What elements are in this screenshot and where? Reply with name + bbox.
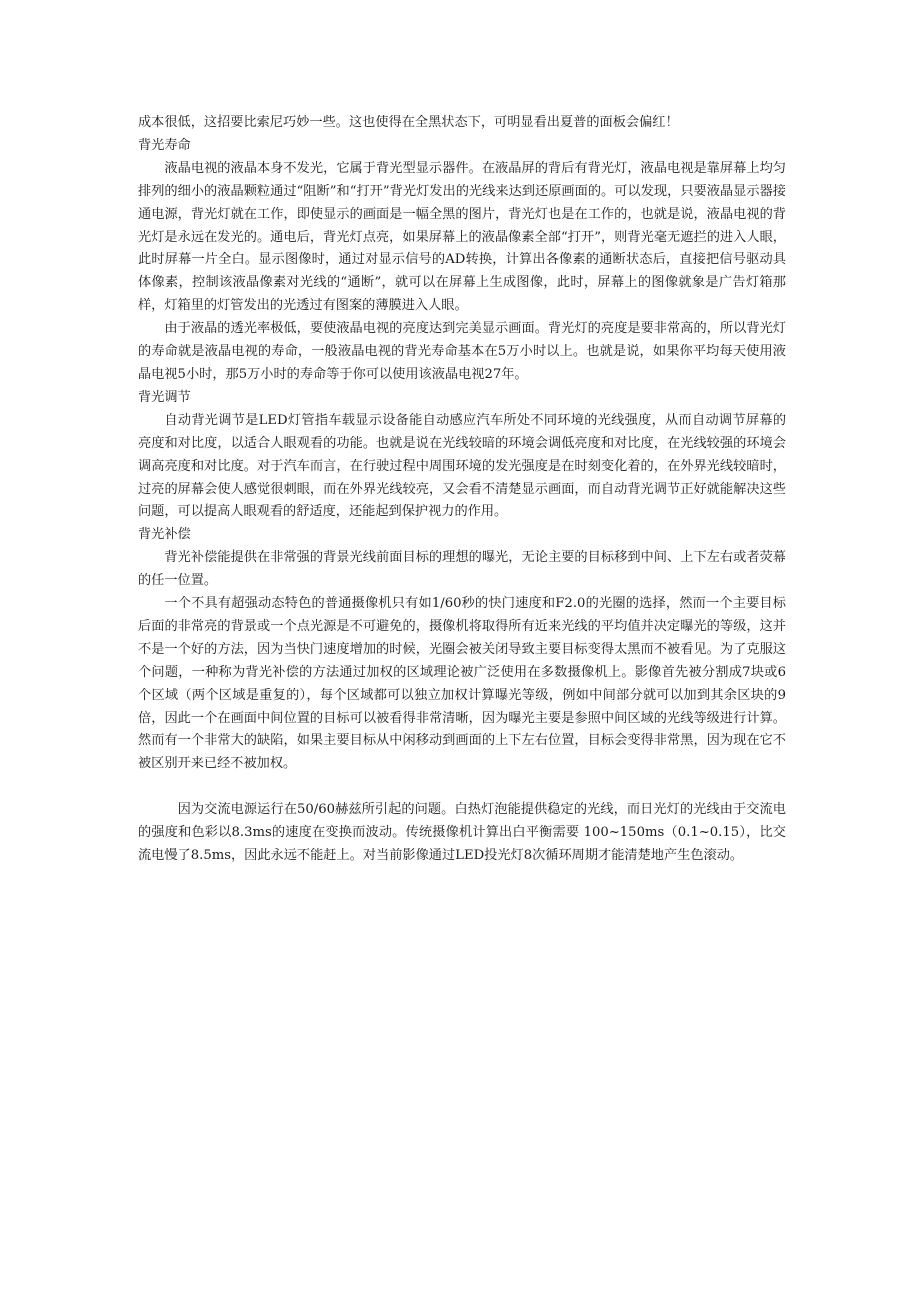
heading-backlight-adjustment: 背光调节 (138, 389, 191, 405)
paragraph-ac-flicker: 因为交流电源运行在50/60赫兹所引起的问题。白热灯泡能提供稳定的光线，而日光灯的光线由于交流电的强度和色彩以8.3ms的速度在变换而波动。传统摄像机计算出白平衡需要 100~150ms（0.1~0.15），比交流电慢了8.5ms，因此永远不能赶上。对当前影像通过LED投光灯8次循环周期才能清楚地产生色滚动。 (138, 802, 786, 863)
blank-line (138, 776, 786, 799)
paragraph-compensation-1: 背光补偿能提供在非常强的背景光线前面目标的理想的曝光，无论主要的目标移到中间、上下左右或者荧幕的任一位置。 (138, 550, 786, 589)
heading-backlight-lifespan: 背光寿命 (138, 137, 191, 153)
paragraph-adjustment: 自动背光调节是LED灯管指车载显示设备能自动感应汽车所处不同环境的光线强度，从而自动调节屏幕的亮度和对比度，以适合人眼观看的功能。也就是说在光线较暗的环境会调低亮度和对比度，在光线较强的环境会调高亮度和对比度。对于汽车而言，在行驶过程中周围环境的发光强度是在时刻变化着的，在外界光线较暗时，过亮的屏幕会使人感觉很刺眼，而在外界光线较亮，又会看不清楚显示画面，而自动背光调节正好就能解决这些问题，可以提高人眼观看的舒适度，还能起到保护视力的作用。 (138, 412, 786, 520)
paragraph-compensation-2: 一个不具有超强动态特色的普通摄像机只有如1/60秒的快门速度和F2.0的光圈的选择，然而一个主要目标后面的非常亮的背景或一个点光源是不可避免的，摄像机将取得所有近来光线的平均值并决定曝光的等级，这并不是一个好的方法，因为当快门速度增加的时候，光圈会被关闭导致主要目标变得太黑而不被看见。为了克服这个问题，一种称为背光补偿的方法通过加权的区域理论被广泛使用在多数摄像机上。影像首先被分割成7块或6个区域（两个区域是重复的），每个区域都可以独立加权计算曝光等级，例如中间部分就可以加到其余区块的9倍，因此一个在画面中间位置的目标可以被看得非常清晰，因为曝光主要是参照中间区域的光线等级进行计算。然而有一个非常大的缺陷，如果主要目标从中闲移动到画面的上下左右位置，目标会变得非常黑，因为现在它不被区别开来已经不被加权。 (138, 596, 786, 772)
paragraph-lifespan-1: 液晶电视的液晶本身不发光，它属于背光型显示器件。在液晶屏的背后有背光灯，液晶电视是靠屏幕上均匀排列的细小的液晶颗粒通过“阻断”和“打开”背光灯发出的光线来达到还原画面的。可以发现，只要液晶显示器接通电源，背光灯就在工作，即使显示的画面是一幅全黑的图片，背光灯也是在工作的，也就是说，液晶电视的背光灯是永远在发光的。通电后，背光灯点亮，如果屏幕上的液晶像素全部“打开”，则背光毫无遮拦的进入人眼，此时屏幕一片全白。显示图像时，通过对显示信号的AD转换，计算出各像素的通断状态后，直接把信号驱动具体像素，控制该液晶像素对光线的“通断”，就可以在屏幕上生成图像，此时，屏幕上的图像就象是广告灯箱那样，灯箱里的灯管发出的光透过有图案的薄膜进入人眼。 (138, 160, 786, 314)
paragraph-lifespan-2: 由于液晶的透光率极低，要使液晶电视的亮度达到完美显示画面。背光灯的亮度是要非常高的，所以背光灯的寿命就是液晶电视的寿命，一般液晶电视的背光寿命基本在5万小时以上。也就是说，如果你平均每天使用液晶电视5小时，那5万小时的寿命等于你可以使用该液晶电视27年。 (138, 321, 786, 382)
heading-backlight-compensation: 背光补偿 (138, 527, 191, 543)
document-body (138, 112, 786, 868)
paragraph-intro: 成本很低，这招要比索尼巧妙一些。这也使得在全黑状态下，可明显看出夏普的面板会偏红！ (138, 115, 679, 130)
